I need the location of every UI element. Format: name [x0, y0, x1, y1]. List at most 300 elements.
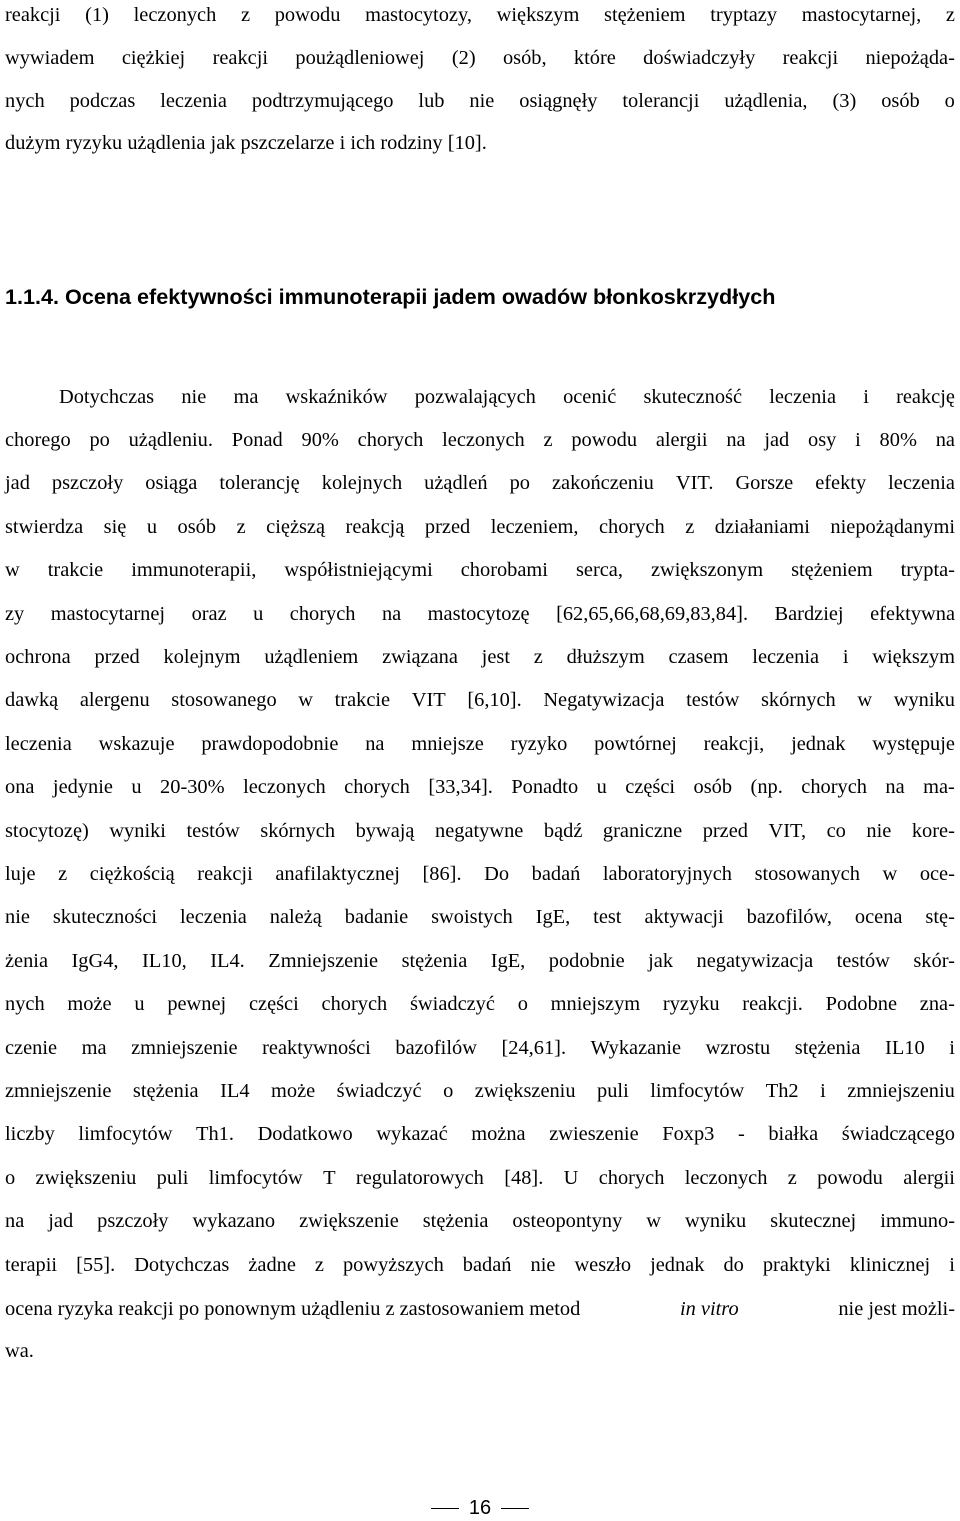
- word: o: [443, 1080, 454, 1102]
- word: Wykazanie: [590, 1037, 682, 1059]
- word: ryzyko: [510, 733, 568, 755]
- word: badań: [462, 1254, 512, 1276]
- word: świadczyć: [336, 1080, 422, 1102]
- word: immuno-: [880, 1210, 955, 1232]
- word: [48].: [504, 1167, 544, 1189]
- word: swoistych: [431, 906, 513, 928]
- word: [55].: [76, 1254, 116, 1276]
- word: w: [882, 863, 898, 885]
- word: oraz: [191, 603, 227, 625]
- word: niepożąda-: [865, 47, 955, 69]
- word: ma: [81, 1037, 107, 1059]
- word: stężenia: [422, 1210, 489, 1232]
- word: bazofilów,: [746, 906, 832, 928]
- word: reakcji.: [742, 993, 803, 1015]
- word: świadczyć: [410, 993, 495, 1015]
- word: z: [533, 646, 543, 668]
- word: świadczącego: [841, 1123, 955, 1145]
- body-line: [5, 731, 955, 757]
- word: IgE,: [490, 950, 526, 972]
- word: pszczoły: [97, 1210, 169, 1232]
- word: i: [949, 1037, 955, 1059]
- word: regulatorowych: [355, 1167, 484, 1189]
- word: mniejszym: [550, 993, 641, 1015]
- word: serca,: [575, 559, 623, 581]
- word: dawką: [5, 689, 59, 711]
- word: powodu: [817, 1167, 883, 1189]
- body-line: [5, 514, 955, 540]
- word: może: [271, 1080, 316, 1102]
- word: luje: [5, 863, 36, 885]
- word: nie: [469, 90, 495, 112]
- word: użądleniem: [264, 646, 359, 668]
- word: występuje: [872, 733, 955, 755]
- word: trypta-: [900, 559, 955, 581]
- word: VIT.: [675, 472, 714, 494]
- word: zmniejszenie: [5, 1080, 112, 1102]
- word: leczeniem,: [490, 516, 579, 538]
- word: osy: [808, 429, 837, 451]
- word: na: [885, 776, 905, 798]
- word: leczonych: [442, 429, 525, 451]
- word: [86].: [422, 863, 462, 885]
- top-paragraph-line: [5, 88, 955, 114]
- word: IL10,: [142, 950, 187, 972]
- word: u: [131, 776, 142, 798]
- word: doświadczyły: [643, 47, 756, 69]
- word: trakcie: [334, 689, 391, 711]
- word: VIT: [411, 689, 446, 711]
- text-segment: nie jest możli-: [838, 1298, 955, 1320]
- word: po: [509, 472, 530, 494]
- word: IL4: [220, 1080, 250, 1102]
- word: Bardziej: [774, 603, 844, 625]
- word: 90%: [301, 429, 339, 451]
- word: limfocytów: [78, 1123, 173, 1145]
- body-line: [5, 557, 955, 583]
- word: reakcji: [5, 4, 61, 26]
- word: weszło: [574, 1254, 632, 1276]
- word: można: [471, 1123, 526, 1145]
- word: stwierdza: [5, 516, 84, 538]
- word: związana: [382, 646, 458, 668]
- body-first-line: [59, 384, 955, 410]
- word: (np.: [750, 776, 783, 798]
- word: Podobne: [825, 993, 898, 1015]
- word: należą: [269, 906, 322, 928]
- word: reakcją: [345, 516, 405, 538]
- word: i: [820, 1080, 826, 1102]
- word: bywają: [355, 820, 415, 842]
- word: zwiększonym: [650, 559, 764, 581]
- word: pewnej: [167, 993, 227, 1015]
- word: testów: [836, 950, 890, 972]
- word: stężenia: [794, 1037, 861, 1059]
- word: chorych: [801, 776, 867, 798]
- body-line: [5, 601, 955, 627]
- page-footer: [0, 1495, 960, 1521]
- word: ochrona: [5, 646, 71, 668]
- word: tryptazy: [710, 4, 778, 26]
- word: kolejnych: [321, 472, 403, 494]
- word: wykazać: [376, 1123, 448, 1145]
- word: pszczoły: [51, 472, 124, 494]
- word: jak: [648, 950, 674, 972]
- word: IL4.: [210, 950, 245, 972]
- word: leczenia: [752, 646, 820, 668]
- word: ryzyku: [662, 993, 720, 1015]
- word: Th1.: [196, 1123, 234, 1145]
- word: Foxp3: [662, 1123, 715, 1145]
- word: i: [855, 429, 861, 451]
- word: osób,: [502, 47, 547, 69]
- word: jad: [5, 472, 30, 494]
- word: mastocytarnej: [50, 603, 166, 625]
- word: VIT,: [768, 820, 807, 842]
- word: stężenia: [401, 950, 468, 972]
- word: chorych: [598, 1167, 665, 1189]
- word: użądlenia,: [724, 90, 808, 112]
- word: żadne: [248, 1254, 296, 1276]
- word: z: [685, 516, 695, 538]
- word: anafilaktycznej: [275, 863, 400, 885]
- word: stę-: [925, 906, 955, 928]
- word: -: [737, 1123, 745, 1145]
- word: stosowanego: [171, 689, 277, 711]
- body-line: [5, 818, 955, 844]
- word: z: [58, 863, 68, 885]
- word: liczby: [5, 1123, 55, 1145]
- word: (1): [85, 4, 109, 26]
- word: powodu: [274, 4, 341, 26]
- word: immunoterapii,: [131, 559, 257, 581]
- word: reakcji,: [703, 733, 765, 755]
- word: leczenia: [769, 386, 836, 408]
- word: U: [563, 1167, 579, 1189]
- word: testów: [686, 689, 740, 711]
- word: nie: [866, 820, 892, 842]
- word: większym: [872, 646, 955, 668]
- word: aktywacji: [644, 906, 724, 928]
- word: użądleń: [424, 472, 488, 494]
- word: skór-: [913, 950, 955, 972]
- word: skuteczność: [643, 386, 743, 408]
- word: jad: [48, 1210, 74, 1232]
- word: zwieszenie: [549, 1123, 639, 1145]
- word: leczonych: [243, 776, 326, 798]
- word: jest: [481, 646, 510, 668]
- word: puli: [156, 1167, 189, 1189]
- word: jednak: [650, 1254, 705, 1276]
- word: ocena: [854, 906, 903, 928]
- section-heading: 1.1.4. Ocena efektywności immunoterapii jadem owadów błonkoskrzydłych: [5, 284, 776, 309]
- word: stosowanych: [754, 863, 860, 885]
- word: powtórnej: [594, 733, 677, 755]
- word: skuteczności: [52, 906, 158, 928]
- word: podtrzymującego: [251, 90, 394, 112]
- word: u: [146, 516, 158, 538]
- word: u: [134, 993, 145, 1015]
- word: podobnie: [548, 950, 625, 972]
- word: ciężkiej: [121, 47, 186, 69]
- body-line: [5, 427, 955, 453]
- word: reakcji: [212, 47, 269, 69]
- word: skórnych: [260, 820, 336, 842]
- word: nie: [530, 1254, 556, 1276]
- word: reaktywności: [262, 1037, 371, 1059]
- word: alergii: [655, 429, 708, 451]
- word: badanie: [344, 906, 409, 928]
- word: chorych: [289, 603, 356, 625]
- word: chorych: [344, 776, 410, 798]
- word: ma-: [923, 776, 955, 798]
- word: ona: [5, 776, 35, 798]
- word: dłuższym: [566, 646, 645, 668]
- word: niepożądanymi: [830, 516, 955, 538]
- word: skórnych: [760, 689, 836, 711]
- body-line: [5, 774, 955, 800]
- word: na: [935, 429, 955, 451]
- word: oce-: [919, 863, 955, 885]
- word: 80%: [879, 429, 917, 451]
- word: kolejnym: [163, 646, 241, 668]
- page-number: 16: [468, 1497, 492, 1519]
- word: i: [949, 1254, 955, 1276]
- word: nie: [5, 906, 30, 928]
- word: Negatywizacja: [543, 689, 665, 711]
- word: alergenu: [79, 689, 150, 711]
- word: prawdopodobnie: [201, 733, 339, 755]
- word: puli: [597, 1080, 629, 1102]
- word: graniczne: [602, 820, 683, 842]
- word: IL10: [885, 1037, 925, 1059]
- word: się: [103, 516, 127, 538]
- word: u: [596, 776, 607, 798]
- word: które: [573, 47, 616, 69]
- word: Zmniejszenie: [268, 950, 379, 972]
- word: może: [67, 993, 112, 1015]
- footer-dash-right: [501, 1508, 529, 1509]
- body-line: [5, 470, 955, 496]
- word: o: [5, 1167, 16, 1189]
- word: wywiadem: [5, 47, 95, 69]
- word: zna-: [919, 993, 955, 1015]
- word: na: [5, 1210, 25, 1232]
- word: chorobami: [460, 559, 548, 581]
- word: test: [593, 906, 622, 928]
- word: reakcji: [197, 863, 253, 885]
- word: negatywne: [435, 820, 524, 842]
- word: Ponadto: [511, 776, 579, 798]
- word: mastocytozę: [427, 603, 530, 625]
- word: zmniejszeniu: [847, 1080, 955, 1102]
- word: nych: [5, 90, 45, 112]
- footer-dash-left: [431, 1508, 459, 1509]
- word: IgG4,: [71, 950, 119, 972]
- top-paragraph-line: [5, 45, 955, 71]
- word: powyższych: [342, 1254, 444, 1276]
- word: Gorsze: [735, 472, 794, 494]
- word: mastocytarnej,: [801, 4, 922, 26]
- word: Do: [484, 863, 510, 885]
- word: IgE,: [535, 906, 571, 928]
- word: reakcji: [782, 47, 839, 69]
- word: białka: [768, 1123, 819, 1145]
- word: leczonych: [133, 4, 217, 26]
- word: części: [248, 993, 299, 1015]
- word: limfocytów: [208, 1167, 303, 1189]
- word: z: [543, 429, 553, 451]
- word: trakcie: [47, 559, 104, 581]
- word: części: [625, 776, 676, 798]
- word: osób: [693, 776, 733, 798]
- word: z: [236, 516, 246, 538]
- word: ocenić: [563, 386, 617, 408]
- word: T: [323, 1167, 336, 1189]
- body-line: [5, 991, 955, 1017]
- word: i: [863, 386, 869, 408]
- body-line: [5, 644, 955, 670]
- word: czasem: [668, 646, 729, 668]
- word: na: [726, 429, 746, 451]
- word: Dotychczas: [59, 386, 155, 408]
- word: chorego: [5, 429, 71, 451]
- word: wyniku: [893, 689, 955, 711]
- body-line: [5, 1121, 955, 1147]
- text-segment: ocena ryzyka reakcji po ponownym użądleniu z zastosowaniem metod: [5, 1298, 581, 1320]
- word: czenie: [5, 1037, 58, 1059]
- word: nych: [5, 993, 45, 1015]
- word: lub: [418, 90, 445, 112]
- word: kore-: [911, 820, 955, 842]
- word: o: [517, 993, 528, 1015]
- word: współistniejącymi: [284, 559, 433, 581]
- word: skutecznej: [770, 1210, 857, 1232]
- word: poużądleniowej: [295, 47, 425, 69]
- body-line: [5, 904, 955, 930]
- word: wzrostu: [705, 1037, 771, 1059]
- top-paragraph-line: dużym ryzyku użądlenia jak pszczelarze i ich rodziny [10].: [5, 132, 487, 154]
- body-line: [5, 861, 955, 887]
- word: zmniejszenie: [131, 1037, 238, 1059]
- word: wykazano: [192, 1210, 276, 1232]
- word: przed: [702, 820, 748, 842]
- word: stężeniem: [791, 559, 873, 581]
- word: mniejsze: [411, 733, 484, 755]
- word: leczenia: [888, 472, 955, 494]
- body-line: [5, 1078, 955, 1104]
- word: powodu: [571, 429, 638, 451]
- word: cięższą: [266, 516, 326, 538]
- word: stężeniem: [604, 4, 686, 26]
- word: mastocytozy,: [365, 4, 472, 26]
- body-line: [5, 1252, 955, 1278]
- word: zwiększenie: [299, 1210, 399, 1232]
- body-line: [5, 687, 955, 713]
- word: [62,65,66,68,69,83,84].: [556, 603, 749, 625]
- word: przed: [94, 646, 140, 668]
- word: alergii: [903, 1167, 955, 1189]
- word: reakcję: [896, 386, 955, 408]
- word: osteopontyny: [512, 1210, 623, 1232]
- body-line: [5, 1208, 955, 1234]
- word: (3): [832, 90, 857, 112]
- word: stocytozę): [5, 820, 89, 842]
- word: pozwalających: [414, 386, 536, 408]
- word: bazofilów: [395, 1037, 477, 1059]
- word: chorych: [357, 429, 424, 451]
- word: w: [857, 689, 873, 711]
- word: z: [787, 1167, 797, 1189]
- word: stężenia: [132, 1080, 199, 1102]
- body-line: [5, 1165, 955, 1191]
- body-line: [5, 1035, 955, 1061]
- word: działaniami: [714, 516, 810, 538]
- word: wskazuje: [98, 733, 175, 755]
- word: limfocytów: [650, 1080, 745, 1102]
- top-paragraph-line: [5, 2, 955, 28]
- word: z: [945, 4, 955, 26]
- word: terapii: [5, 1254, 58, 1276]
- word: podczas: [69, 90, 136, 112]
- word: praktyki: [762, 1254, 831, 1276]
- word: laboratoryjnych: [602, 863, 732, 885]
- word: leczenia: [160, 90, 227, 112]
- word: na: [381, 603, 402, 625]
- word: Dotychczas: [134, 1254, 230, 1276]
- word: efektywna: [870, 603, 955, 625]
- word: nie: [181, 386, 207, 408]
- word: chorych: [599, 516, 665, 538]
- word: jednak: [791, 733, 846, 755]
- word: [6,10].: [467, 689, 522, 711]
- word: leczonych: [684, 1167, 768, 1189]
- body-line: [5, 948, 955, 974]
- word: leczenia: [5, 733, 72, 755]
- word: na: [365, 733, 385, 755]
- word: tolerancję: [219, 472, 300, 494]
- word: zwiększeniu: [474, 1080, 576, 1102]
- word: jad: [764, 429, 790, 451]
- word: [33,34].: [428, 776, 493, 798]
- word: u: [253, 603, 264, 625]
- word: osób: [881, 90, 920, 112]
- word: co: [826, 820, 846, 842]
- word: jedynie: [52, 776, 113, 798]
- word: tolerancji: [622, 90, 700, 112]
- word: zwiększeniu: [35, 1167, 137, 1189]
- word: większym: [496, 4, 580, 26]
- word: leczenia: [180, 906, 247, 928]
- word: wyniku: [685, 1210, 747, 1232]
- word: chorych: [321, 993, 388, 1015]
- word: żenia: [5, 950, 49, 972]
- body-line-italic: [5, 1296, 955, 1322]
- word: ciężkością: [89, 863, 175, 885]
- word: wskaźników: [285, 386, 388, 408]
- body-last-line: wa.: [5, 1340, 34, 1362]
- word: w: [298, 689, 313, 711]
- word: efekty: [815, 472, 867, 494]
- word: do: [723, 1254, 744, 1276]
- word: osiągnęły: [519, 90, 598, 112]
- word: w: [646, 1210, 662, 1232]
- word: negatywizacja: [696, 950, 814, 972]
- word: po: [89, 429, 110, 451]
- word: wyniki: [109, 820, 166, 842]
- word: (2): [451, 47, 476, 69]
- word: przed: [424, 516, 471, 538]
